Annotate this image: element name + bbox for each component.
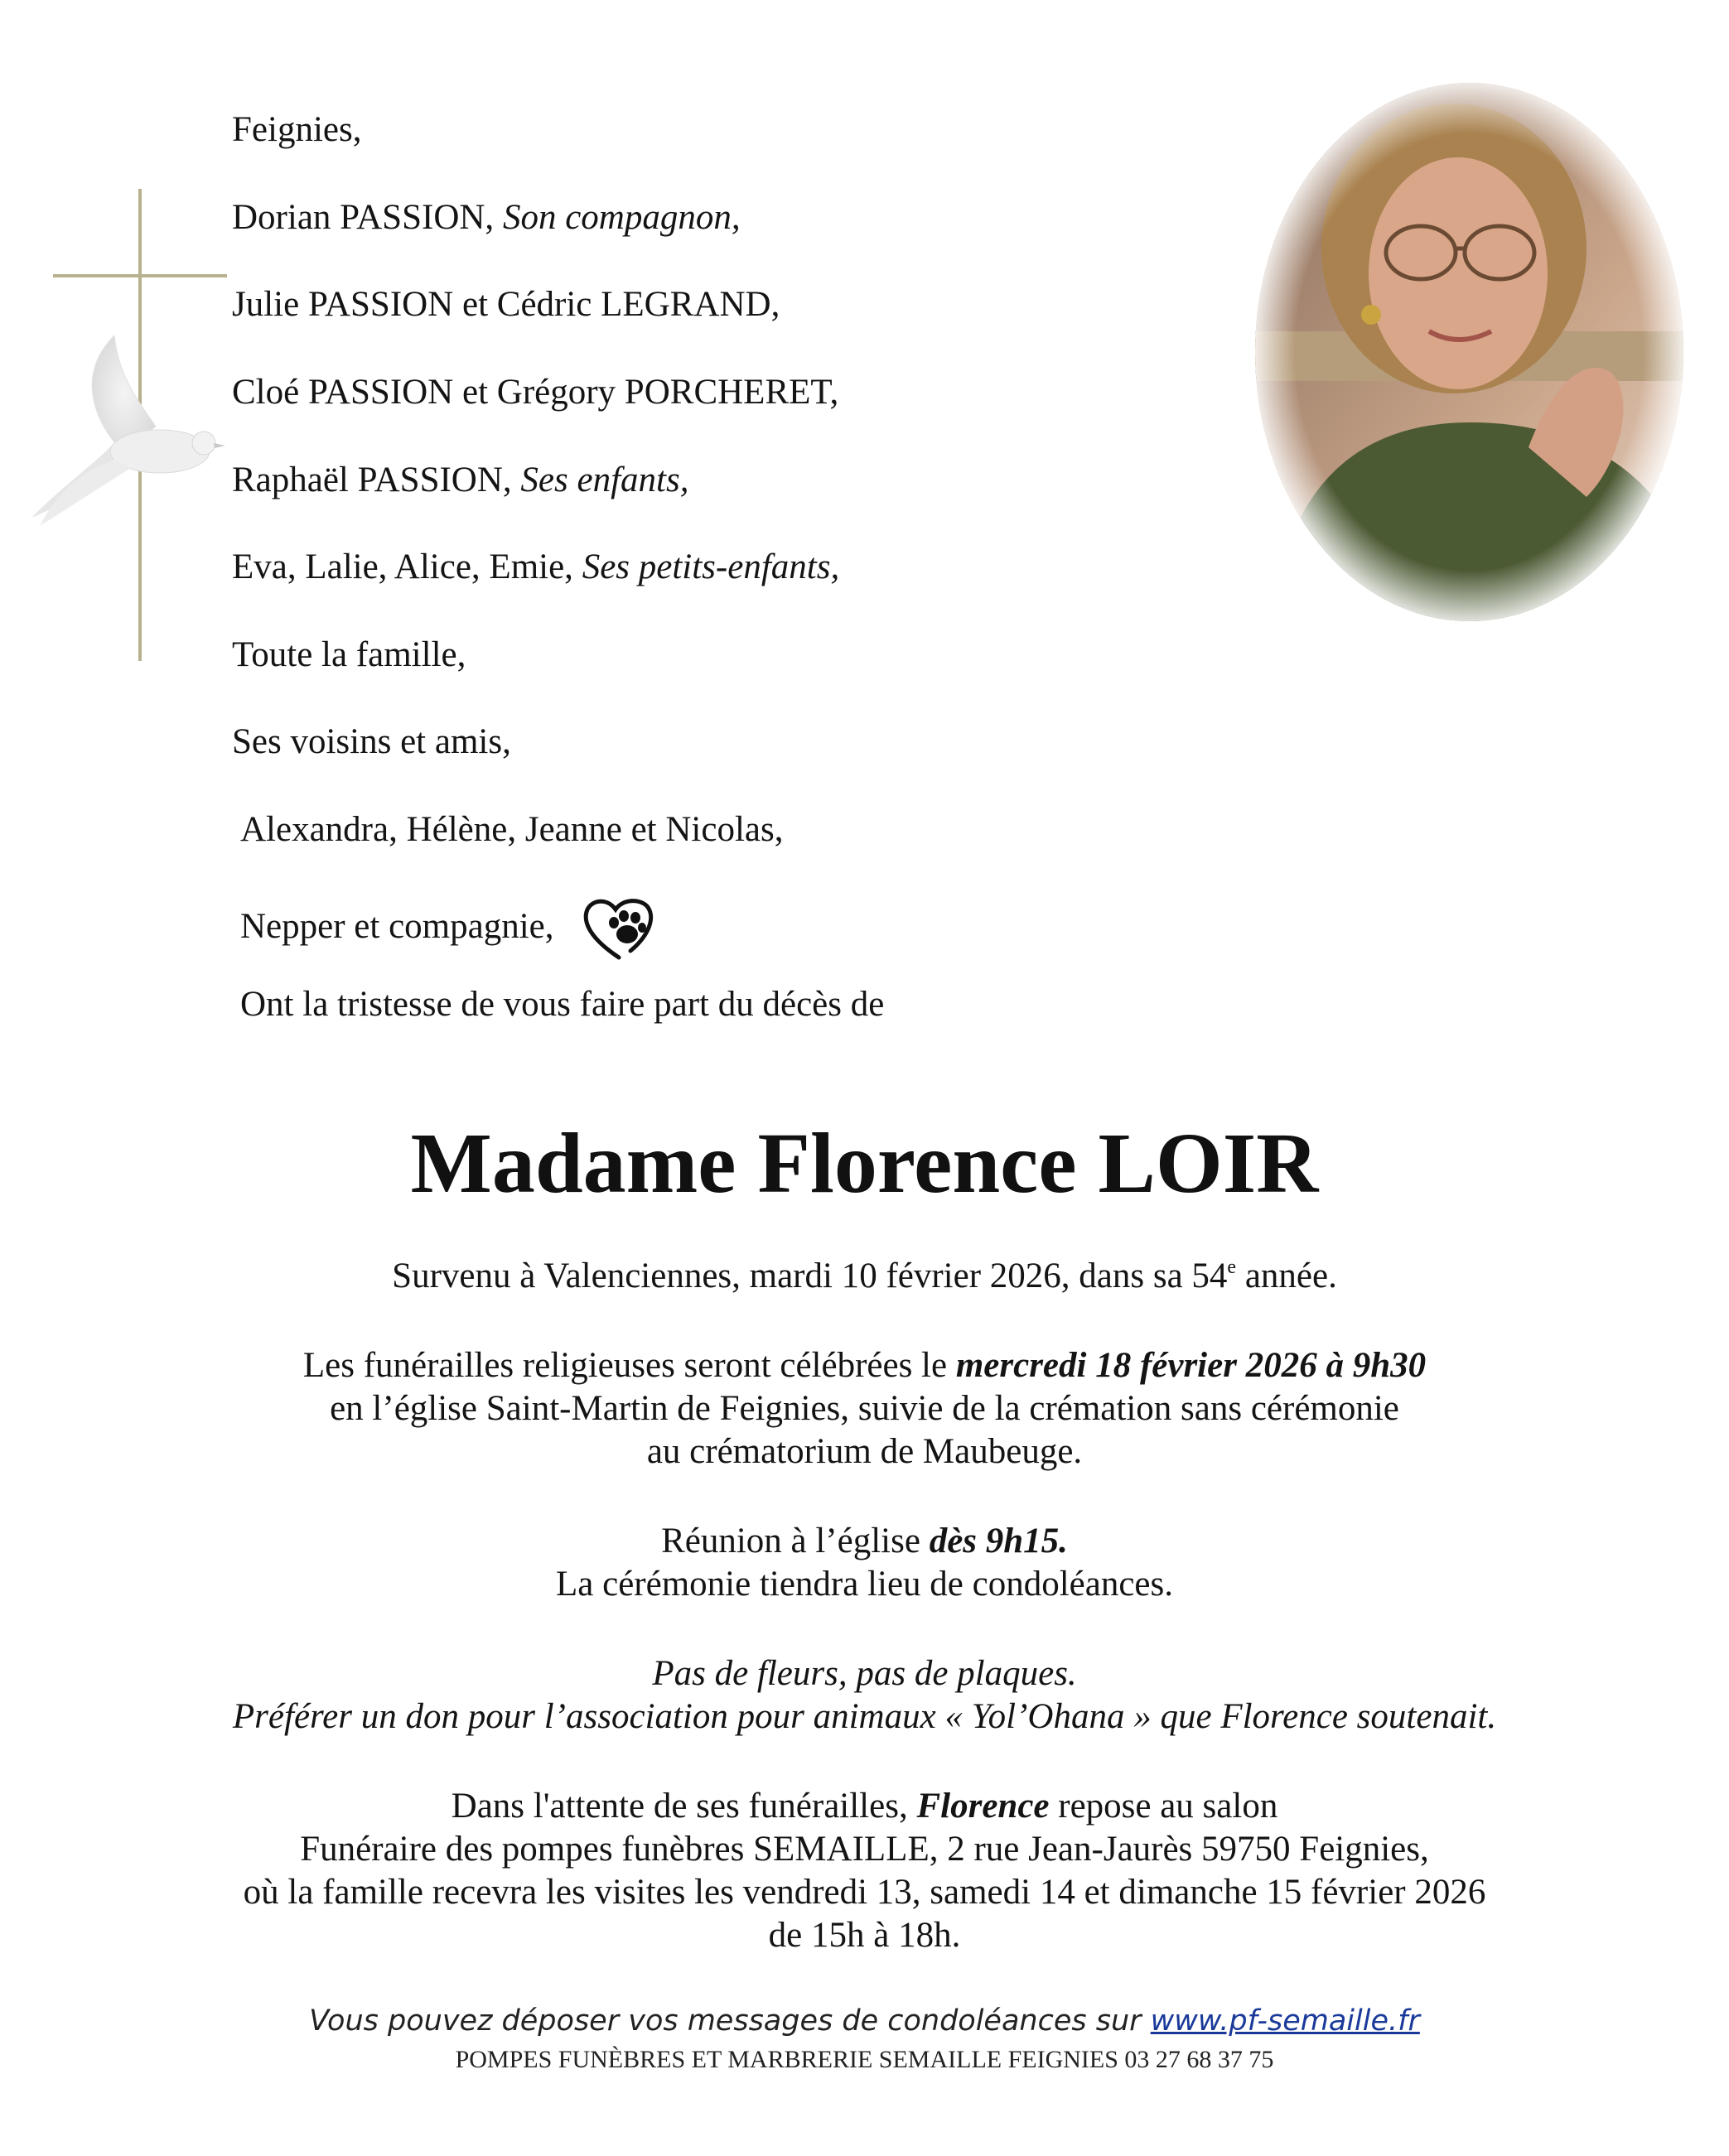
visitation-line-4: de 15h à 18h. bbox=[768, 1916, 961, 1955]
family-line-partner bbox=[232, 197, 741, 238]
grandchildren-names: Eva, Lalie, Alice, Emie, bbox=[232, 547, 582, 586]
visitation-line-2: Funéraire des pompes funèbres SEMAILLE, 2 rue Jean-Jaurès 59750 Feignies, bbox=[300, 1830, 1429, 1869]
death-text-end: année. bbox=[1236, 1256, 1337, 1295]
family-line-pets bbox=[240, 896, 657, 962]
family-line-children-3 bbox=[232, 460, 688, 500]
announcement-line: Ont la tristesse de vous faire part du décès de bbox=[240, 985, 885, 1024]
death-text: Survenu à Valenciennes, mardi 10 février 2026, dans sa 54 bbox=[392, 1256, 1228, 1295]
portrait-photo bbox=[1255, 83, 1683, 621]
family-line-family: Toute la famille, bbox=[232, 635, 466, 674]
family-line-neighbors: Ses voisins et amis, bbox=[232, 722, 511, 761]
visitation-name: Florence bbox=[916, 1787, 1050, 1826]
partner-role: Son compagnon, bbox=[502, 198, 741, 237]
gathering-line-2: La cérémonie tiendra lieu de condoléances. bbox=[556, 1565, 1173, 1604]
heart-paw-icon bbox=[581, 896, 657, 962]
death-ordinal: e bbox=[1227, 1256, 1237, 1278]
dove-icon bbox=[23, 327, 226, 530]
flowers-line-1: Pas de fleurs, pas de plaques. bbox=[652, 1654, 1077, 1693]
deceased-name: Madame Florence LOIR bbox=[410, 1116, 1319, 1211]
funeral-date: mercredi 18 février 2026 à 9h30 bbox=[955, 1346, 1427, 1385]
visitation-line-1 bbox=[0, 1786, 1729, 1826]
family-city: Feignies, bbox=[232, 110, 362, 149]
condolences-text: Vous pouvez déposer vos messages de condoléances sur bbox=[309, 2004, 1151, 2038]
funeral-line-3: au crématorium de Maubeuge. bbox=[646, 1432, 1083, 1471]
company-info: POMPES FUNÈBRES ET MARBRERIE SEMAILLE FEIGNIES 03 27 68 37 75 bbox=[455, 2046, 1274, 2073]
children-role: Ses enfants, bbox=[520, 461, 689, 499]
gathering-time: dès 9h15. bbox=[929, 1522, 1068, 1560]
grandchildren-role: Ses petits-enfants, bbox=[582, 547, 840, 586]
visitation-text-end: repose au salon bbox=[1049, 1787, 1278, 1826]
family-line-children-1: Julie PASSION et Cédric LEGRAND, bbox=[232, 285, 780, 324]
family-line-grandchildren bbox=[232, 547, 839, 587]
cross-icon-bar bbox=[53, 274, 227, 277]
funeral-line-2: en l’église Saint-Martin de Feignies, suivie de la crémation sans cérémonie bbox=[330, 1389, 1399, 1428]
partner-name: Dorian PASSION, bbox=[232, 198, 503, 237]
funeral-line-1 bbox=[0, 1345, 1729, 1386]
funeral-text: Les funérailles religieuses seront célébrées le bbox=[302, 1346, 956, 1385]
family-line-friends: Alexandra, Hélène, Jeanne et Nicolas, bbox=[240, 810, 784, 849]
death-details bbox=[0, 1256, 1729, 1296]
website-link[interactable]: www.pf-semaille.fr bbox=[1150, 2004, 1420, 2038]
gathering-text: Réunion à l’église bbox=[661, 1522, 930, 1560]
child-name: Raphaël PASSION, bbox=[232, 461, 521, 499]
flowers-line-2: Préférer un don pour l’association pour animaux « Yol’Ohana » que Florence soutenait. bbox=[232, 1697, 1497, 1736]
family-line-children-2: Cloé PASSION et Grégory PORCHERET, bbox=[232, 373, 839, 412]
condolences-line bbox=[0, 2004, 1729, 2038]
gathering-line-1 bbox=[0, 1521, 1729, 1561]
visitation-text: Dans l'attente de ses funérailles, bbox=[451, 1787, 917, 1826]
visitation-line-3: où la famille recevra les visites les vendredi 13, samedi 14 et dimanche 15 février 2026 bbox=[243, 1873, 1486, 1912]
pets-text: Nepper et compagnie, bbox=[240, 906, 554, 946]
